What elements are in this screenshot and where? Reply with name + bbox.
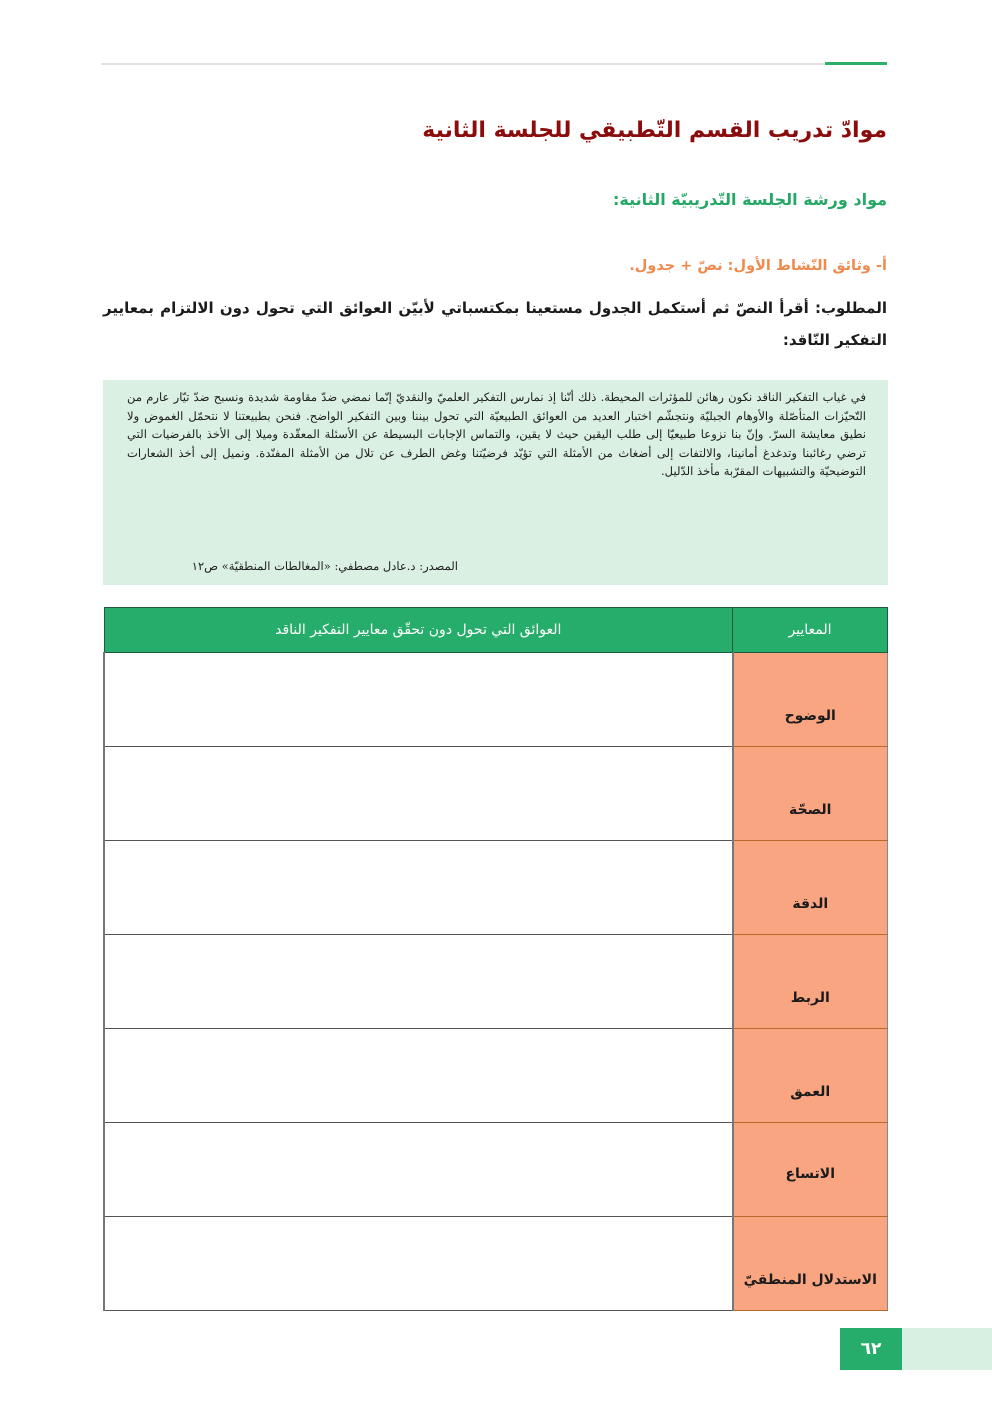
section-subtitle: مواد ورشة الجلسة التّدريبيّة الثانية: xyxy=(613,190,887,209)
table-row xyxy=(104,653,888,747)
task-instruction: المطلوب: أقرأ النصّ ثم أستكمل الجدول مستعينا بمكتسباتي لأبيّن العوائق التي تحول دون الالتزام بمعايير التفكير النّاقد: xyxy=(103,299,887,349)
answer-cell[interactable] xyxy=(104,747,733,841)
passage-box xyxy=(103,380,888,585)
page-title: موادّ تدريب القسم التّطبيقي للجلسة الثانية xyxy=(422,118,887,143)
answer-cell[interactable] xyxy=(104,653,733,747)
table-row xyxy=(104,1123,888,1217)
header-obstacles: العوائق التي تحول دون تحقّق معايير التفكير الناقد xyxy=(104,608,733,653)
table-row xyxy=(104,747,888,841)
criterion-cell xyxy=(733,1029,888,1123)
criterion-label: الاستدلال المنطقيّ xyxy=(743,1271,877,1288)
page-number: ٦٢ xyxy=(840,1328,902,1370)
criterion-label: الدقة xyxy=(792,895,829,912)
criterion-label: الوضوح xyxy=(784,707,836,724)
criterion-cell xyxy=(733,653,888,747)
answer-cell[interactable] xyxy=(104,1217,733,1311)
criterion-cell xyxy=(733,1217,888,1311)
header-criteria: المعايير xyxy=(733,608,888,653)
criterion-label: الصحّة xyxy=(789,801,832,818)
table-row xyxy=(104,935,888,1029)
table-header-row xyxy=(104,608,888,653)
criterion-cell xyxy=(733,1123,888,1217)
criterion-label: الربط xyxy=(790,989,830,1006)
criterion-cell xyxy=(733,935,888,1029)
answer-cell[interactable] xyxy=(104,935,733,1029)
answer-cell[interactable] xyxy=(104,841,733,935)
passage-source: المصدر: د.عادل مصطفي: «المغالطات المنطقيّة» ص١٢ xyxy=(191,559,458,573)
passage-text: في غياب التفكير الناقد نكون رهائن للمؤثرات المحيطة. ذلك أنّنا إذ نمارس التفكير العلميّ والنقديّ إنّما نمضي ضدّ مقاومة شديدة ونسبح ضدّ تيّار عارم من التّحيّزات المتأصّلة والأوهام الجبليّة ونتجشّم اختبار العديد من العوائق الطبيعيّة التي تحول بيننا وبين التفكير الواضح. فنحن بطبيعتنا لا نتحمّل الغموض ولا نطيق معايشة السرّ. وإنّ بنا نزوعا طبيعيّا إلى طلب اليقين حيث لا يقين، والتماس الإجابات البسيطة عن الأسئلة المعقّدة وميلا إلى الأخذ بالفرضيات التي ترضي رغائبنا وتدغدغ أمانينا، والالتفات إلى أضغاث من الأمثلة التي تؤيّد فرضيّتنا وغض الطرف عن تلال من الأمثلة المفنّدة. ونميل إلى أخذ الشعارات التوضيحيّة والتشبيهات المقرّبة مأخذ الدّليل. xyxy=(127,390,866,478)
header-rule xyxy=(101,63,887,65)
criterion-cell xyxy=(733,841,888,935)
activity-heading: أ- وثائق النّشاط الأول: نصّ + جدول. xyxy=(629,258,887,274)
criteria-table xyxy=(103,607,888,1311)
answer-cell[interactable] xyxy=(104,1123,733,1217)
header-rule-accent xyxy=(825,62,887,65)
criterion-label: الاتساع xyxy=(785,1165,836,1182)
table-row xyxy=(104,841,888,935)
criterion-cell xyxy=(733,747,888,841)
criterion-label: العمق xyxy=(790,1083,831,1100)
answer-cell[interactable] xyxy=(104,1029,733,1123)
table-row xyxy=(104,1029,888,1123)
table-row xyxy=(104,1217,888,1311)
